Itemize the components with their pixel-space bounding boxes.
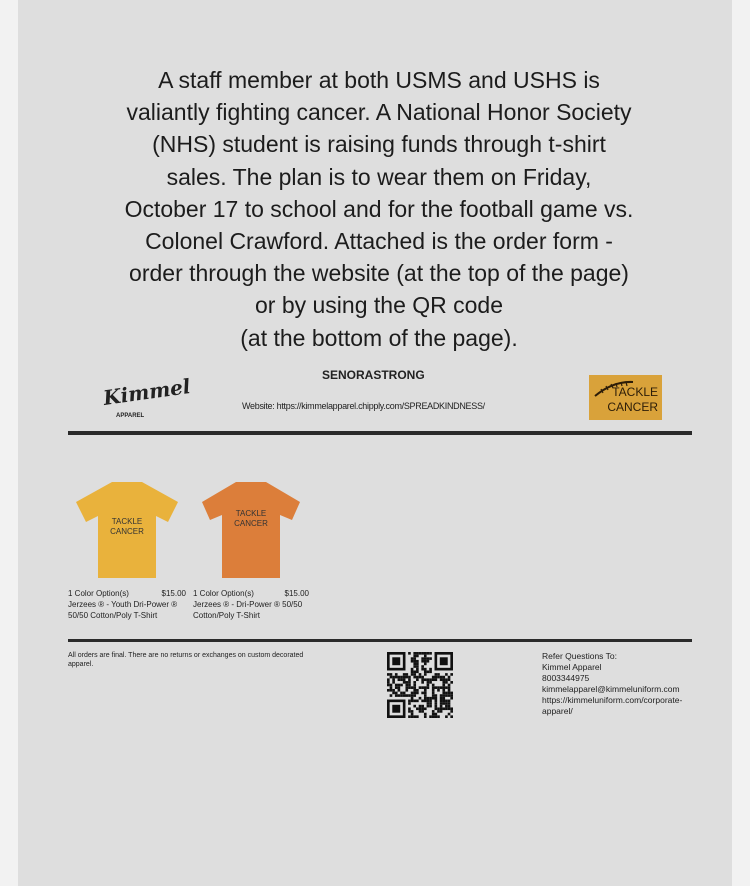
youth-tshirt-image[interactable] <box>74 478 180 580</box>
intro-line: (at the bottom of the page). <box>240 324 518 351</box>
product-desc: 50/50 Cotton/Poly T-Shirt <box>68 611 158 620</box>
contact-name: Kimmel Apparel <box>542 662 602 672</box>
intro-line: A staff member at both USMS and USHS is <box>158 67 600 93</box>
contact-heading: Refer Questions To: <box>542 651 617 661</box>
shirt-print: TACKLE <box>111 517 143 526</box>
shirt-print: CANCER <box>234 519 268 528</box>
kimmel-logo-sub: APPAREL <box>116 413 145 419</box>
color-options: 1 Color Option(s) <box>193 589 254 598</box>
football-laces-icon <box>593 379 635 399</box>
price: $15.00 <box>284 589 309 598</box>
intro-line: Colonel Crawford. Attached is the order form - <box>145 228 613 255</box>
product-adult <box>193 588 309 621</box>
divider <box>68 639 692 642</box>
contact-url[interactable]: apparel/ <box>542 706 573 716</box>
badge-line2: CANCER <box>607 400 658 414</box>
intro-paragraph <box>0 64 750 354</box>
policy-text: All orders are final. There are no returns or exchanges on custom decorated apparel. <box>68 652 304 668</box>
product-youth <box>68 588 186 621</box>
qr-code[interactable] <box>387 652 453 718</box>
badge-line1: TACKLE <box>612 385 658 399</box>
intro-line: (NHS) student is raising funds through t-shirt <box>152 131 606 158</box>
tackle-cancer-badge <box>589 375 662 420</box>
color-options: 1 Color Option(s) <box>68 589 129 598</box>
intro-line: order through the website (at the top of the page) <box>129 260 629 287</box>
intro-line: sales. The plan is to wear them on Friday, <box>166 163 592 190</box>
shirt-print: CANCER <box>110 527 144 536</box>
intro-line: valiantly fighting cancer. A National Honor Society <box>126 99 632 126</box>
shirt-print: TACKLE <box>235 509 267 518</box>
contact-phone: 8003344975 <box>542 673 590 683</box>
product-desc: Jerzees ® - Youth Dri-Power ® <box>68 600 178 609</box>
contact-email[interactable]: kimmelapparel@kimmeluniform.com <box>542 684 680 694</box>
adult-tshirt-image[interactable] <box>200 478 302 580</box>
product-desc: Cotton/Poly T-Shirt <box>193 611 260 620</box>
website-link[interactable]: Website: https://kimmelapparel.chipply.com/SPREADKINDNESS/ <box>242 401 485 411</box>
kimmel-logo: Kimmel <box>101 374 192 410</box>
intro-line: or by using the QR code <box>254 292 504 319</box>
contact-info <box>542 651 682 717</box>
product-desc: Jerzees ® - Dri-Power ® 50/50 <box>193 600 303 609</box>
price: $15.00 <box>161 589 186 598</box>
store-name: SENORASTRONG <box>322 368 425 382</box>
intro-line: October 17 to school and for the football game vs. <box>124 195 634 222</box>
contact-url[interactable]: https://kimmeluniform.com/corporate- <box>542 695 683 705</box>
divider <box>68 431 692 435</box>
